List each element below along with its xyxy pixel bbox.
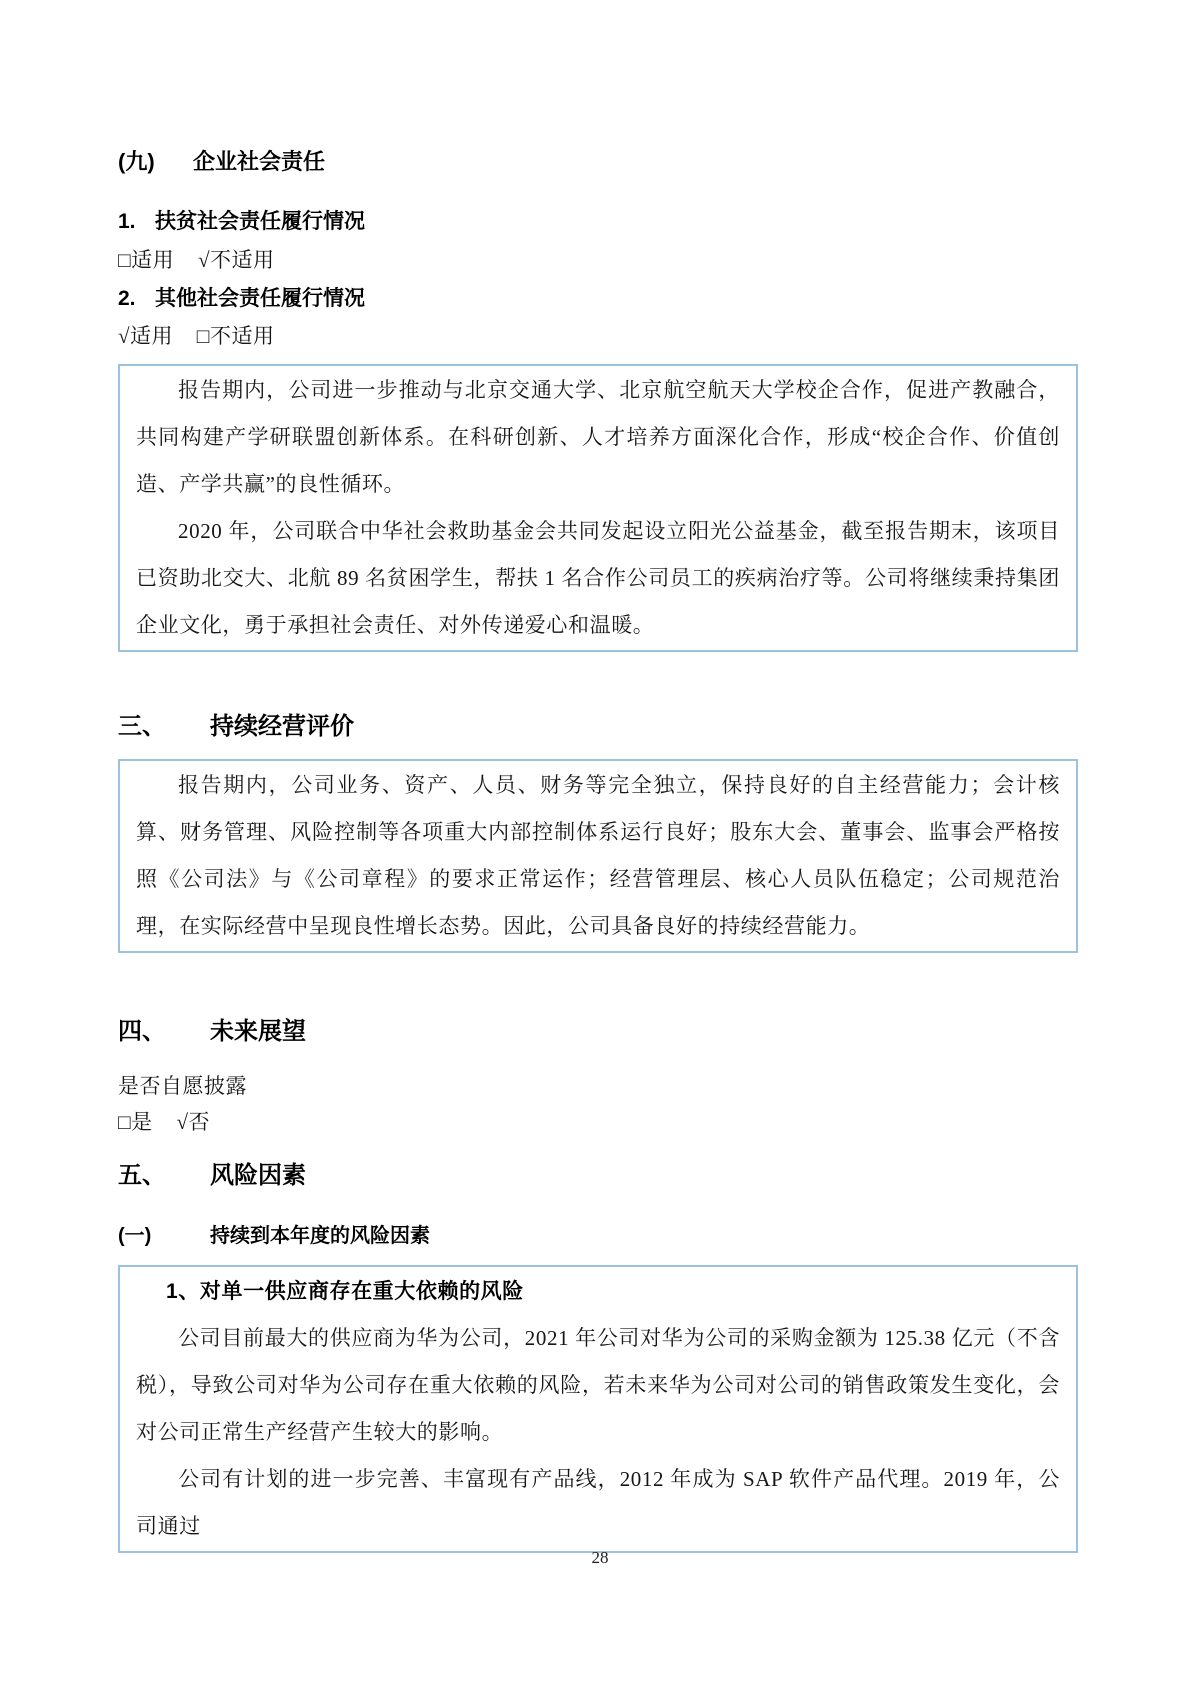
risk-paragraph-1: 公司目前最大的供应商为华为公司，2021 年公司对华为公司的采购金额为 125.38 亿元（不含税），导致公司对华为公司存在重大依赖的风险，若未来华为公司对公司的销售政策发生变化，会对公司正常生产经营产生较大的影响。 [136, 1326, 1060, 1444]
option-not-applicable: √不适用 [197, 248, 275, 272]
subsection-heading-continuing-risks [118, 1222, 1078, 1250]
section-title: 持续经营评价 [210, 713, 354, 740]
page-number: 28 [591, 1548, 609, 1567]
risk-factors-textbox [118, 1265, 1078, 1553]
option-applicable: √适用 [118, 324, 174, 348]
csr-paragraph-1: 报告期内，公司进一步推动与北京交通大学、北京航空航天大学校企合作，促进产教融合，共同构建产学研联盟创新体系。在科研创新、人才培养方面深化合作，形成“校企合作、价值创造、产学共赢”的良性循环。 [136, 378, 1060, 496]
section-heading-csr [118, 148, 1078, 176]
risk-paragraph-2: 公司有计划的进一步完善、丰富现有产品线，2012 年成为 SAP 软件产品代理。2019 年，公司通过 [136, 1467, 1060, 1538]
subsection-title: 持续到本年度的风险因素 [210, 1225, 430, 1247]
option-applicable: □适用 [118, 248, 175, 272]
subheading-title: 其他社会责任履行情况 [155, 287, 365, 310]
voluntary-disclosure-question: 是否自愿披露 [118, 1074, 247, 1098]
going-concern-textbox [118, 759, 1078, 953]
subheading-other-csr [118, 285, 1078, 313]
subheading-poverty-relief [118, 208, 1078, 236]
section-title: 未来展望 [210, 1018, 306, 1045]
applicability-line-other-csr [118, 323, 1078, 350]
option-not-applicable: □不适用 [196, 324, 275, 348]
section-heading-future-outlook [118, 1017, 1078, 1047]
csr-textbox [118, 364, 1078, 652]
section-number: 四、 [118, 1018, 166, 1045]
subheading-number: 2. [118, 287, 136, 310]
applicability-line-poverty-relief [118, 247, 1078, 274]
section-number: 三、 [118, 713, 166, 740]
section-title: 企业社会责任 [193, 149, 326, 174]
subheading-title: 扶贫社会责任履行情况 [155, 210, 365, 233]
going-concern-paragraph: 报告期内，公司业务、资产、人员、财务等完全独立，保持良好的自主经营能力；会计核算、财务管理、风险控制等各项重大内部控制体系运行良好；股东大会、董事会、监事会严格按照《公司法》与《公司章程》的要求正常运作；经营管理层、核心人员队伍稳定；公司规范治理，在实际经营中呈现良性增长态势。因此，公司具备良好的持续经营能力。 [136, 773, 1060, 938]
section-heading-risk-factors [118, 1161, 1078, 1191]
risk-item-heading: 1、对单一供应商存在重大依赖的风险 [166, 1280, 524, 1303]
option-no: √否 [176, 1110, 210, 1134]
subsection-number: (一) [118, 1225, 152, 1247]
csr-paragraph-2: 2020 年，公司联合中华社会救助基金会共同发起设立阳光公益基金，截至报告期末，该项目已资助北交大、北航 89 名贫困学生，帮扶 1 名合作公司员工的疾病治疗等。公司将继续秉持集团企业文化，勇于承担社会责任、对外传递爱心和温暖。 [136, 519, 1060, 637]
section-heading-going-concern [118, 712, 1078, 742]
section-number: 五、 [118, 1162, 166, 1189]
subheading-number: 1. [118, 210, 136, 233]
report-page-content [118, 148, 1078, 1553]
section-title: 风险因素 [210, 1162, 306, 1189]
option-yes: □是 [118, 1110, 153, 1134]
section-number: (九) [118, 149, 155, 174]
voluntary-disclosure-answer [118, 1109, 1078, 1136]
